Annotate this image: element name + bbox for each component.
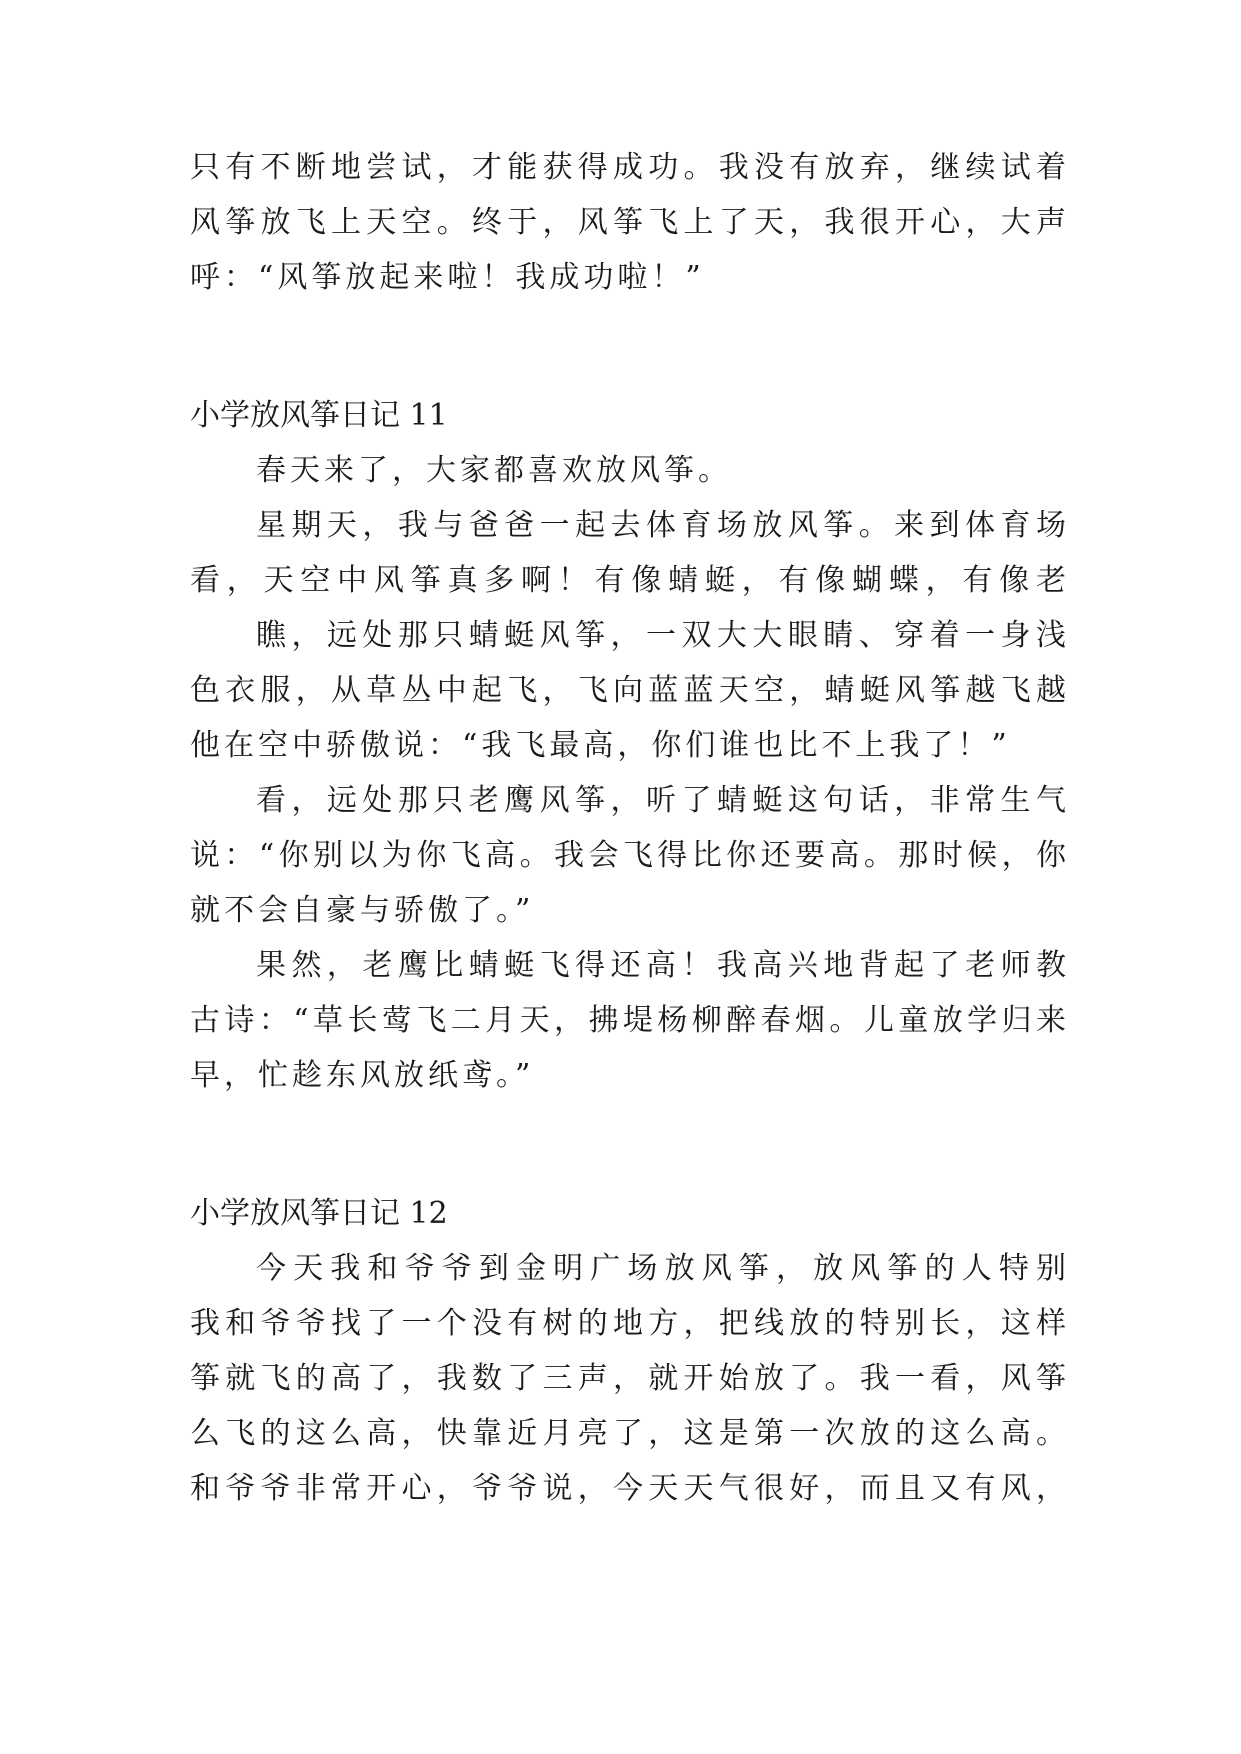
paragraph-line: 果然，老鹰比蜻蜓飞得还高！我高兴地背起了老师教 <box>256 948 1070 983</box>
paragraph-line: 呼：“风筝放起来啦！我成功啦！” <box>190 260 705 295</box>
paragraph-line: 么飞的这么高，快靠近月亮了，这是第一次放的这么高。 <box>190 1416 1070 1451</box>
section-title: 小学放风筝日记 11 <box>190 398 448 433</box>
paragraph-line: 今天我和爷爷到金明广场放风筝，放风筝的人特别 <box>256 1251 1070 1286</box>
paragraph-line: 他在空中骄傲说：“我飞最高，你们谁也比不上我了！” <box>190 728 1011 763</box>
paragraph-line: 春天来了，大家都喜欢放风筝。 <box>256 453 732 488</box>
paragraph-line: 就不会自豪与骄傲了。” <box>190 893 535 928</box>
paragraph-line: 看，天空中风筝真多啊！有像蜻蜓，有像蝴蝶，有像老 <box>190 563 1070 598</box>
paragraph-line: 风筝放飞上天空。终于，风筝飞上了天，我很开心，大声 <box>190 205 1070 240</box>
paragraph-line: 筝就飞的高了，我数了三声，就开始放了。我一看，风筝 <box>190 1361 1070 1396</box>
paragraph-line: 我和爷爷找了一个没有树的地方，把线放的特别长，这样 <box>190 1306 1070 1341</box>
paragraph-line: 星期天，我与爸爸一起去体育场放风筝。来到体育场 <box>256 508 1070 543</box>
paragraph-line: 说：“你别以为你飞高。我会飞得比你还要高。那时候，你 <box>190 838 1070 873</box>
section-title: 小学放风筝日记 12 <box>190 1196 448 1231</box>
paragraph-line: 早，忙趁东风放纸鸢。” <box>190 1058 535 1093</box>
paragraph-line: 瞧，远处那只蜻蜓风筝，一双大大眼睛、穿着一身浅 <box>256 618 1070 653</box>
paragraph-line: 古诗：“草长莺飞二月天，拂堤杨柳醉春烟。儿童放学归来 <box>190 1003 1070 1038</box>
paragraph-line: 看，远处那只老鹰风筝，听了蜻蜓这句话，非常生气 <box>256 783 1070 818</box>
paragraph-line: 色衣服，从草丛中起飞，飞向蓝蓝天空，蜻蜓风筝越飞越 <box>190 673 1070 708</box>
paragraph-line: 和爷爷非常开心，爷爷说，今天天气很好，而且又有风， <box>190 1471 1070 1506</box>
paragraph-line: 只有不断地尝试，才能获得成功。我没有放弃，继续试着 <box>190 150 1070 185</box>
